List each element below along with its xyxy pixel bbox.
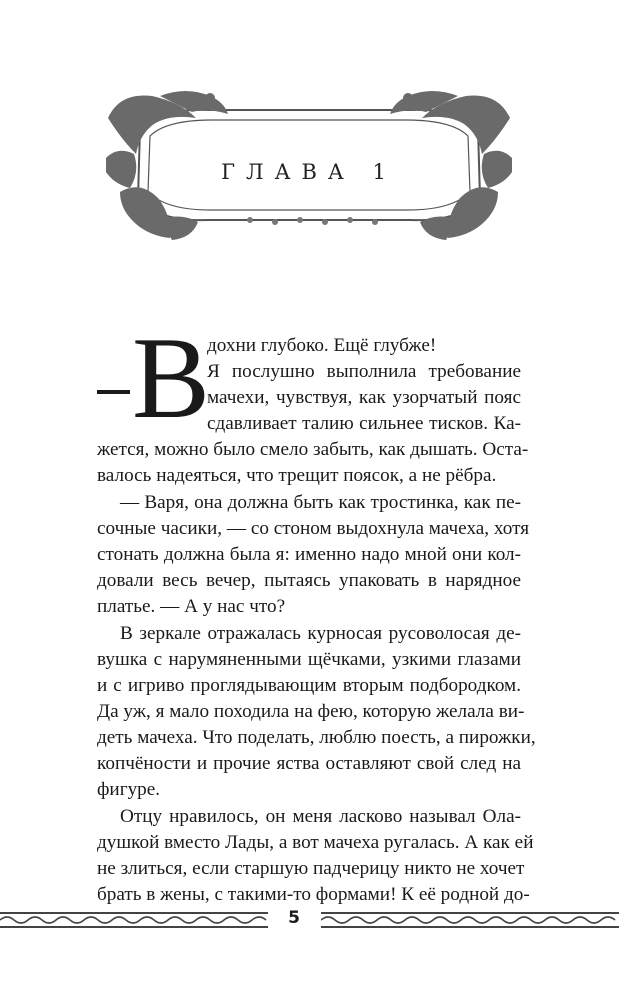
text-line: Да уж, я мало походила на фею, которую желала ви- [97, 701, 525, 722]
chapter-title: ГЛАВА 1 [221, 160, 397, 184]
text-line: довали весь вечер, пытаясь упаковать в нарядное [97, 570, 521, 591]
text-line: сочные часики, — со стоном выдохнула мачеха, хотя [97, 518, 530, 539]
text-line: сдавливает талию сильнее тисков. Ка- [207, 413, 521, 434]
text-line: платье. — А у нас что? [97, 596, 286, 617]
drop-cap-dash [97, 390, 130, 394]
page-number: 5 [288, 908, 300, 928]
text-line: Я послушно выполнила требование [207, 361, 521, 382]
footer-ornament-right [321, 912, 619, 928]
text-line: копчёности и прочие яства оставляют свой след на [97, 753, 521, 774]
text-line: и с игриво проглядывающим вторым подбородком. [97, 675, 521, 696]
text-line: — Варя, она должна быть как тростинка, как пе- [120, 492, 521, 513]
text-line: дохни глубоко. Ещё глубже! [207, 335, 437, 356]
footer-ornament-left [0, 912, 268, 928]
page-footer [0, 908, 619, 934]
text-line: мачехи, чувствуя, как узорчатый пояс [207, 387, 521, 408]
text-line: стонать должна была я: именно надо мной они кол- [97, 544, 521, 565]
text-line: не злиться, если старшую падчерицу никто не хочет [97, 858, 525, 879]
text-line: В зеркале отражалась курносая русоволосая де- [120, 623, 521, 644]
text-line: Отцу нравилось, он меня ласково называл Ола- [120, 806, 521, 827]
text-line: деть мачеха. Что поделать, люблю поесть, а пирожки, [97, 727, 536, 748]
drop-cap-letter: В [132, 314, 211, 443]
text-line: брать в жены, с такими-то формами! К её родной до- [97, 884, 530, 905]
text-line: фигуре. [97, 779, 161, 800]
text-line: вушка с нарумяненными щёчками, узкими глазами [97, 649, 521, 670]
text-line: жется, можно было смело забыть, как дышать. Оста- [97, 439, 529, 460]
text-line: душкой вместо Лады, а вот мачеха ругалась. А как ей [97, 832, 534, 853]
text-line: валось надеяться, что трещит поясок, а не рёбра. [97, 465, 497, 486]
